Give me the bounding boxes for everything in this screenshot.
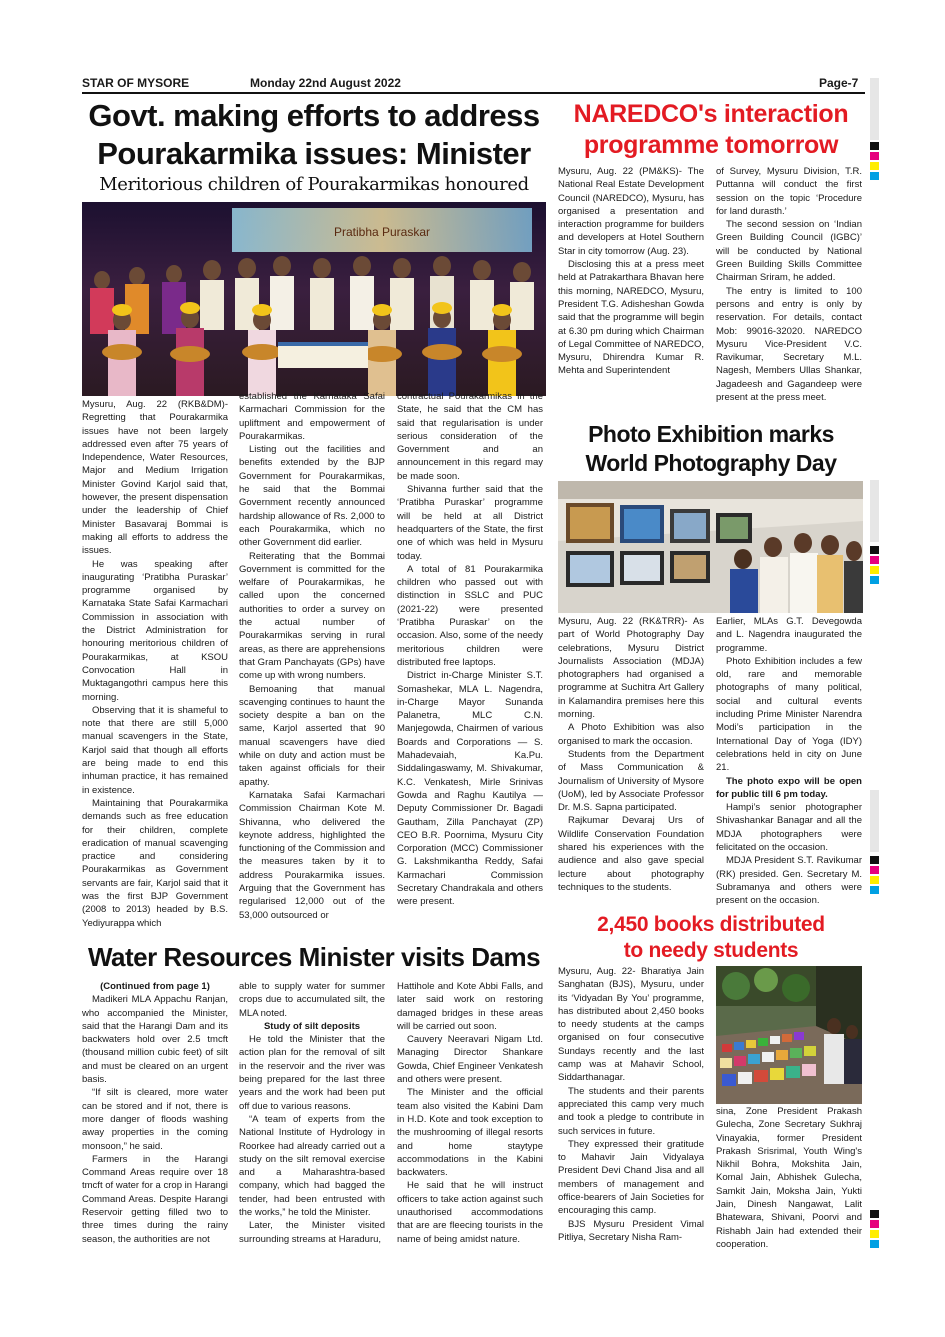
story4-headline-line1: Photo Exhibition marks — [588, 421, 834, 447]
story1-paragraph: Bemoaning that manual scavenging continues to haunt the society despite a ban on the same, Karjol asserted that 90 manual scavengers have died while on duty and action must be taken against officials for their apathy. — [239, 683, 385, 788]
story4-highlight: The photo expo will be open for public till 6 pm today. — [716, 775, 862, 800]
story2-paragraph: He told the Minister that the action plan for the removal of silt in the reservoir and the river was being prepared for the last three years and the work had been put off due to various reasons. — [239, 1034, 385, 1112]
story4-headline-line2: World Photography Day — [585, 450, 837, 476]
story2-paragraph: “If silt is cleared, more water can be stored and if not, there is more danger of floods washing away properties in the coming monsoon,” he said. — [82, 1087, 228, 1152]
story1-headline — [80, 97, 548, 173]
story5-paragraph: They expressed their gratitude to Mahavir Jain Vidyalaya President Devi Chand Jisa and all members of management and office-bearers of Jain Societies for encouraging this camp. — [558, 1138, 704, 1217]
photo-exhibition-photo — [558, 481, 863, 613]
story4-paragraph: Rajkumar Devaraj Urs of Wildlife Conservation Foundation shared his experiences with the audience and also gave special lecture about photography techniques to the students. — [558, 815, 704, 893]
story4-paragraph: Mysuru, Aug. 22 (RK&TRR)- As part of World Photography Day celebrations, Mysuru District Journalists Association (MDJA) photographers had organised a programme at Suchitra Art Gallery in Kalamandira premises here this morning. — [558, 616, 704, 721]
page-number: Page-7 — [819, 76, 859, 90]
story3-column-1 — [558, 165, 704, 415]
story3-paragraph: The second session on ‘Indian Green Building Council (IGBC)’ will be conducted by National Green Building Skills Committee Chairman Sriram, he added. — [716, 219, 862, 284]
story2-column-2 — [239, 980, 385, 1260]
story2-paragraph: able to supply water for summer crops due to accumulated silt, the MLA noted. — [239, 981, 385, 1019]
story5-column-1 — [558, 965, 704, 1261]
award-ceremony-photo — [82, 202, 546, 396]
story2-paragraph: “A team of experts from the National Institute of Hydrology in Roorkee had already carried out a study on the silt removal exercise and a Maharashtra-based company, which had bagged the tender, had been entrusted with the works,” he told the Minister. — [239, 1113, 385, 1219]
story2-paragraph: Cauvery Neeravari Nigam Ltd. Managing Director Shankare Gowda, Chief Engineer Venkatesh and others were present. — [397, 1034, 543, 1086]
story2-paragraph: Later, the Minister visited surrounding streams at Haraduru, — [239, 1220, 385, 1245]
registration-mark-cyan — [870, 886, 879, 894]
registration-mark-yellow — [870, 566, 879, 574]
photo-banner-text: Pratibha Puraskar — [333, 225, 431, 239]
registration-mark-black — [870, 142, 879, 150]
story4-headline — [556, 420, 866, 478]
story1-headline-line1: Govt. making efforts to address — [88, 98, 540, 133]
story4-paragraph: A Photo Exhibition was also organised to mark the occasion. — [558, 722, 704, 747]
story2-column-3 — [397, 980, 543, 1260]
story3-paragraph: Disclosing this at a press meet held at Patrakarthara Bhavan here this morning, NAREDCO, Mysuru, President T.G. Adisheshan Gowda said that the programme will begin at 6.30 pm during which Chairman of Legal Committee of NAREDCO, Mysuru, Dhirendra Kumar R. Mehta and Superintendent — [558, 259, 704, 377]
story1-subhead: Meritorious children of Pourakarmikas honoured — [99, 174, 529, 195]
story5-photo — [716, 966, 862, 1104]
book-camp-photo — [716, 966, 862, 1104]
story4-paragraph: Earlier, MLAs G.T. Devegowda and L. Nagendra inaugurated the programme. — [716, 616, 862, 654]
story2-paragraph: Madikeri MLA Appachu Ranjan, who accompanied the Minister, said that the Harangi Dam and its backwaters hold over 2.5 tmcft (thousand million cubic feet) of silt and must be cleared on an urgent basis. — [82, 994, 228, 1086]
registration-mark-magenta — [870, 152, 879, 160]
registration-mark-magenta — [870, 1220, 879, 1228]
story1-column-2 — [239, 390, 385, 936]
margin-grey-bar — [870, 78, 879, 140]
story5-headline-line2: to needy students — [623, 939, 799, 962]
story5-paragraph: The students and their parents appreciated this camp very much and took a pledge to contribute in such services in future. — [558, 1085, 704, 1137]
registration-mark-black — [870, 1210, 879, 1218]
registration-mark-magenta — [870, 556, 879, 564]
story1-paragraph: Mysuru, Aug. 22 (RKB&DM)- Regretting that Pourakarmika issues have not been largely addressed even after 75 years of Independence, Water Resources, Major and Medium Irrigation Minister Govind Karjol said that, however, the present dispensation under the leadership of Chief Minister Basavaraj Bommai is making all efforts to address the issues. — [82, 399, 228, 557]
issue-date: Monday 22nd August 2022 — [250, 76, 401, 90]
story2-paragraph: The Minister and the official team also visited the Kabini Dam in H.D. Kote and took exception to the mushrooming of illegal resorts and home staytype accommodations in the Kabini backwaters. — [397, 1087, 543, 1179]
registration-mark-cyan — [870, 576, 879, 584]
margin-grey-bar — [870, 790, 879, 852]
story5-column-2 — [716, 1105, 862, 1261]
story3-column-2 — [716, 165, 862, 415]
registration-mark-magenta — [870, 866, 879, 874]
story1-paragraph: Observing that it is shameful to note that there are still 5,000 manual scavengers in the State, Karjol said that though all efforts are being made to end this inhuman practice, it has remained in existence. — [82, 704, 228, 796]
continued-note: (Continued from page 1) — [100, 981, 210, 992]
story3-headline — [556, 99, 866, 161]
story1-paragraph: Karnataka Safai Karmachari Commission Chairman Kote M. Shivanna, who delivered the keynote address, highlighted the functioning of the Commission and the measures taken by it to address Pourakarmika issues. Arguing that the Government has regularised 12,000 out of the 53,000 outsourced or — [239, 789, 385, 921]
story1-column-1 — [82, 398, 228, 936]
story1-paragraph: Reiterating that the Bommai Government is committed for the welfare of Pourakarmikas, he called upon the concerned authorities to order a survey on the actual number of Pourakarmikas serving in rural areas, as there are apprehensions that Gram Panchayats (GPs) have come up with wrong numbers. — [239, 550, 385, 682]
story1-headline-line2: Pourakarmika issues: Minister — [97, 136, 531, 171]
story3-paragraph: The entry is limited to 100 persons and entry is only by reservation. For details, contact Mob: 99016-32020. NAREDCO Mysuru Vice-President V.C. Ravikumar, Secretary M.L. Nagesh, Members Ullas Shankar, Jagadeesh and Gagandeep were present at the press meet. — [716, 285, 862, 404]
story3-headline-line1: NAREDCO's interaction — [573, 100, 849, 128]
story3-paragraph: of Survey, Mysuru Division, T.R. Puttanna will conduct the first session on the topic ‘Procedure for land durasth.’ — [716, 166, 862, 217]
story1-paragraph: District in-Charge Minister S.T. Somashekar, MLA L. Nagendra, in-Charge Mayor Sunanda Palanetra, MLC C.N. Manjegowda, Chairmen of various Boards and Corporations — S. Mahadevaiah, Ka.Pu. Siddalingaswamy, M. Shivakumar, K.C. Venkatesh, Mirle Srinivas Gowda and Raghu Kautilya —Deputy Commissioner Dr. Bagadi Gautham, Zilla Panchayat (ZP) CEO B.R. Poornima, Mysuru City Corporation (MCC) Commissioner G. Lakshmikantha Reddy, Safai Karmachari Commission Secretary Chandrakala and others were present. — [397, 670, 543, 908]
story5-paragraph: Mysuru, Aug. 22- Bharatiya Jain Sanghatan (BJS), Mysuru, under its ‘Vidyadan By You’ programme, has distributed about 2,450 books to needy students at the camps organised on four consecutive Sundays recently and the last camp was at Mahavir School, Siddarthanagar. — [558, 966, 704, 1084]
story4-paragraph: Hampi’s senior photographer Shivashankar Banagar and all the MDJA photographers were felicitated on the occasion. — [716, 802, 862, 854]
story4-column-2 — [716, 615, 862, 907]
story4-paragraph: Students from the Department of Mass Communication & Journalism of University of Mysore (UoM), led by Associate Professor Dr. M.S. Sapna participated. — [558, 748, 704, 814]
story3-headline-line2: programme tomorrow — [583, 131, 839, 159]
story2-headline: Water Resources Minister visits Dams — [87, 942, 541, 972]
story2-paragraph: Hattihole and Kote Abbi Falls, and later said work on restoring damaged bridges in these areas will be carried out soon. — [397, 981, 543, 1032]
registration-mark-cyan — [870, 1240, 879, 1248]
story1-paragraph: Maintaining that Pourakarmika demands such as free education for their children, complete eradication of manual scavenging practice and considering Pourakarmikas as Government servants are fair, Karjol said that it was the first BJP Government (2008 to 2013) headed by B.S. Yediyurappa which — [82, 797, 228, 929]
story4-paragraph: MDJA President S.T. Ravikumar (RK) presided. Gen. Secretary M. Subramanya and others were present on the occasion. — [716, 855, 862, 907]
story5-headline — [556, 912, 866, 964]
story3-paragraph: Mysuru, Aug. 22 (PM&KS)- The National Real Estate Development Council (NAREDCO), Mysuru, has organised a presentation and interaction programme for builders and developers at Hotel Southern Star in city tomorrow (Aug. 23). — [558, 166, 704, 257]
story1-paragraph: A total of 81 Pourakarmika children who passed out with distinction in SSLC and PUC (2021-22) were presented ‘Pratibha Puraskar’ on the occasion. Also, some of the needy meritorious children were distributed free laptops. — [397, 563, 543, 668]
story1-column-3 — [397, 390, 543, 936]
registration-mark-black — [870, 546, 879, 554]
story2-column-1 — [82, 980, 228, 1260]
story1-paragraph: Listing out the facilities and benefits extended by the BJP Government for Pourakarmikas, he said that the Bommai Government recently announced hardship allowance of Rs. 2,000 to each Pourakarmika, which no other Government did earlier. — [239, 444, 385, 549]
story1-photo — [82, 202, 546, 396]
story5-paragraph: sina, Zone President Prakash Gulecha, Zone Secretary Sukhraj Vinayakia, former President Prakash Srisrimal, Youth Wing's Nikhil Bohra, Mokshita Jain, Komal Jain, Abhishek Gulecha, Samkit Jain, Moksha Jain, Yukti Jain, Dinesh Nangawat, Lalit Bhatewara, Shivani, Poorvi and Rishabh Jain had extended their cooperation. — [716, 1106, 862, 1250]
story5-headline-line1: 2,450 books distributed — [597, 913, 825, 936]
registration-mark-cyan — [870, 172, 879, 180]
registration-mark-black — [870, 856, 879, 864]
registration-mark-yellow — [870, 162, 879, 170]
story1-paragraph: established the Karnataka Safai Karmachari Commission for the upliftment and empowerment of Pourakarmikas. — [239, 391, 385, 442]
masthead-rule — [82, 92, 865, 94]
registration-mark-yellow — [870, 1230, 879, 1238]
story5-paragraph: BJS Mysuru President Vimal Pitliya, Secretary Nisha Ram- — [558, 1218, 704, 1243]
story1-paragraph: Shivanna further said that the ‘Pratibha Puraskar’ programme will be held at all District headquarters of the State, the first one of which was held in Mysuru today. — [397, 484, 543, 562]
story1-paragraph: He was speaking after inaugurating ‘Pratibha Puraskar’ programme organised by Karnataka State Safai Karmachari Commission in association with the District Administration for honouring meritorious children of Pourakarmikas, at KSOU Convocation Hall in Muktagangothri campus here this morning. — [82, 558, 228, 703]
margin-grey-bar — [870, 480, 879, 542]
story4-photo — [558, 481, 863, 613]
story2-paragraph: Farmers in the Harangi Command Areas require over 18 tmcft of water for a crop in Harangi Command Areas. Despite Harangi Reservoir getting filled two to three times during the rainy season, the authorities are not — [82, 1153, 228, 1245]
story4-paragraph: Photo Exhibition includes a few old, rare and memorable photographs of many political, social and cultural events including Prime Minister Narendra Modi’s participation in the International Day of Yoga (IDY) celebrations held in city on June 21. — [716, 655, 862, 774]
story1-paragraph: contractual Pourakarmikas in the State, he said that the CM has said that regularisation is under serious consideration of the Government and an announcement in this regard may be made soon. — [397, 391, 543, 482]
story4-column-1 — [558, 615, 704, 907]
paper-name: STAR OF MYSORE — [82, 76, 190, 90]
registration-mark-yellow — [870, 876, 879, 884]
story2-subhead: Study of silt deposits — [263, 1020, 361, 1032]
story2-paragraph: He said that he will instruct officers to take action against such unauthorised accommodations that are are fleecing tourists in the name of being amidst nature. — [397, 1180, 543, 1245]
